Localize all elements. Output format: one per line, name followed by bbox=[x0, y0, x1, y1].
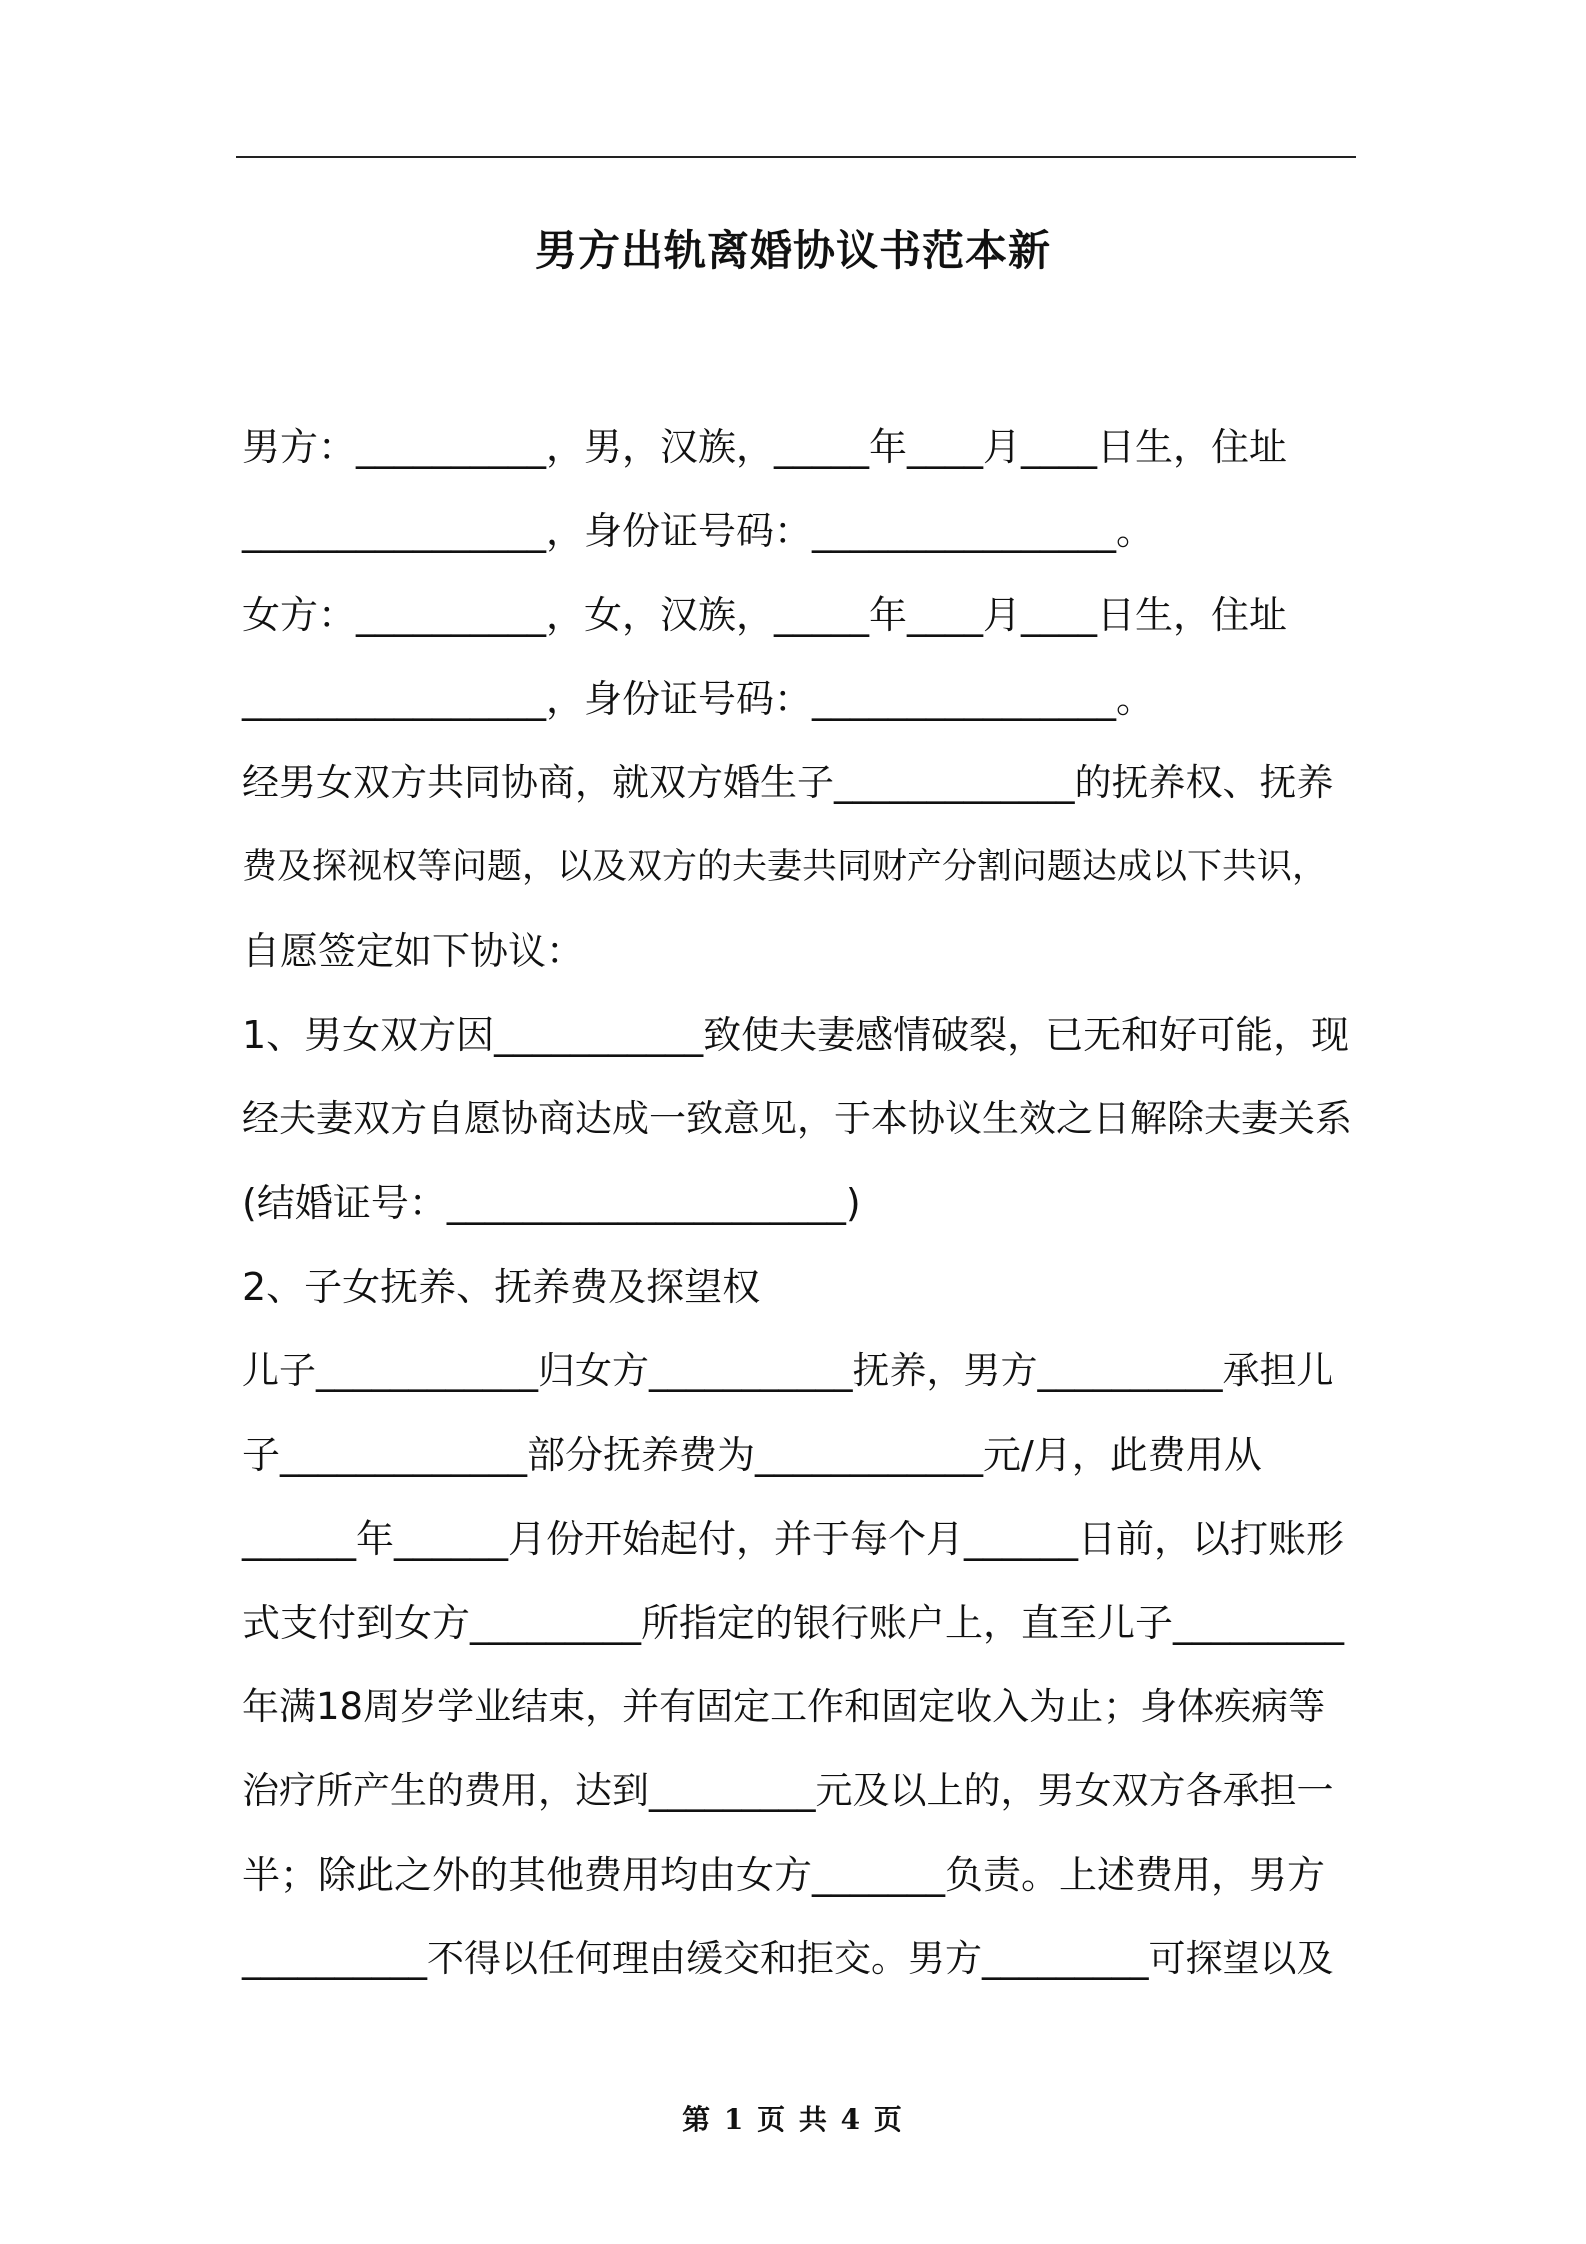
body-line-text: ________________，身份证号码：________________。 bbox=[242, 509, 1155, 553]
body-line-text: 子_____________部分抚养费为____________元/月，此费用从 bbox=[242, 1433, 1262, 1477]
body-line-3 bbox=[242, 573, 1352, 657]
body-line-text: 儿子____________归女方___________抚养，男方__________承担儿 bbox=[242, 1349, 1334, 1392]
body-line-text: 女方：__________，女，汉族，_____年____月____日生，住址 bbox=[242, 593, 1288, 637]
body-line-14 bbox=[242, 1497, 1352, 1581]
body-line-7 bbox=[242, 909, 1352, 993]
document-body bbox=[242, 405, 1352, 2001]
body-line-text: ________________，身份证号码：________________。 bbox=[242, 677, 1155, 721]
body-line-text: 经夫妻双方自愿协商达成一致意见，于本协议生效之日解除夫妻关系 bbox=[242, 1097, 1352, 1140]
body-line-10 bbox=[242, 1161, 1352, 1245]
body-line-19 bbox=[242, 1917, 1352, 2001]
body-line-text: 费及探视权等问题，以及双方的夫妻共同财产分割问题达成以下共识， bbox=[242, 847, 1328, 887]
body-line-15 bbox=[242, 1581, 1352, 1665]
body-line-12 bbox=[242, 1329, 1352, 1413]
body-line-text: 治疗所产生的费用，达到_________元及以上的，男女双方各承担一 bbox=[242, 1769, 1334, 1812]
body-line-5 bbox=[242, 741, 1352, 825]
body-line-8 bbox=[242, 993, 1352, 1077]
body-line-16 bbox=[242, 1665, 1352, 1749]
body-line-text: 2、子女抚养、抚养费及探望权 bbox=[242, 1265, 761, 1309]
body-line-2 bbox=[242, 489, 1352, 573]
body-line-text: 半；除此之外的其他费用均由女方_______负责。上述费用，男方 bbox=[242, 1853, 1326, 1897]
body-line-text: 式支付到女方_________所指定的银行账户上，直至儿子_________ bbox=[242, 1601, 1345, 1645]
body-line-text: 经男女双方共同协商，就双方婚生子_____________的抚养权、抚养 bbox=[242, 761, 1334, 804]
header-rule bbox=[236, 156, 1356, 158]
body-line-text: 自愿签定如下协议： bbox=[242, 929, 585, 973]
body-line-text: ______年______月份开始起付，并于每个月______日前，以打账形 bbox=[242, 1517, 1345, 1561]
body-line-11 bbox=[242, 1245, 1352, 1329]
body-line-4 bbox=[242, 657, 1352, 741]
body-line-text: __________不得以任何理由缓交和拒交。男方_________可探望以及 bbox=[242, 1937, 1334, 1980]
body-line-6 bbox=[242, 825, 1352, 909]
body-line-text: 1、男女双方因___________致使夫妻感情破裂，已无和好可能，现 bbox=[242, 1013, 1350, 1057]
body-line-1 bbox=[242, 405, 1352, 489]
body-line-17 bbox=[242, 1749, 1352, 1833]
body-line-13 bbox=[242, 1413, 1352, 1497]
page-number-footer: 第 1 页 共 4 页 bbox=[682, 2103, 904, 2136]
document-title: 男方出轨离婚协议书范本新 bbox=[534, 226, 1051, 275]
body-line-18 bbox=[242, 1833, 1352, 1917]
body-line-9 bbox=[242, 1077, 1352, 1161]
body-line-text: (结婚证号：_____________________) bbox=[242, 1181, 861, 1225]
body-line-text: 男方：__________，男，汉族，_____年____月____日生，住址 bbox=[242, 425, 1288, 469]
body-line-text: 年满18周岁学业结束，并有固定工作和固定收入为止；身体疾病等 bbox=[242, 1685, 1326, 1728]
